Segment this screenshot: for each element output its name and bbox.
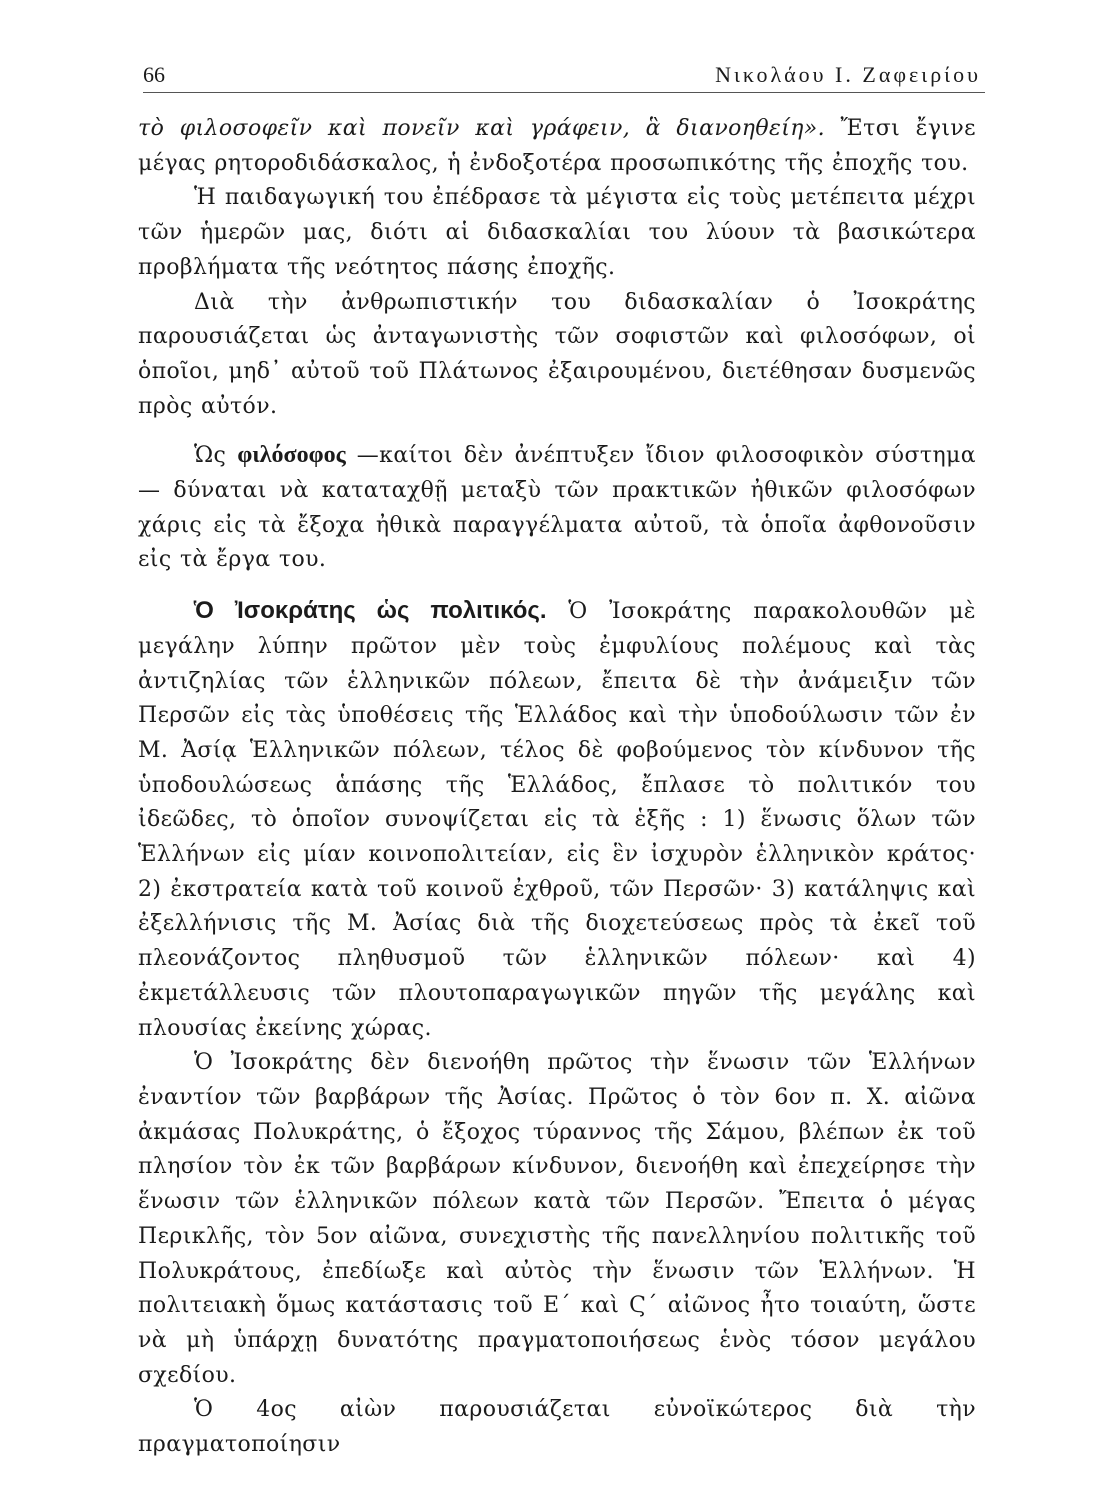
paragraph-4-prefix: Ὡς bbox=[194, 443, 227, 469]
paragraph-4-text: —καίτοι δὲν ἀνέπτυξεν ἴδιον φιλοσοφικὸν σύστημα— δύναται νὰ καταταχθῇ μεταξὺ τῶν πρακτικῶν ἠθικῶν φιλοσόφων χάρις εἰς τὰ ἔξοχα ἠθικὰ παραγγέλματα αὐτοῦ, τὰ ὁποῖα ἀφθονοῦσιν εἰς τὰ ἔργα του. bbox=[138, 443, 976, 573]
paragraph-6: Ὁ Ἰσοκράτης δὲν διενοήθη πρῶτος τὴν ἕνωσιν τῶν Ἑλλήνων ἐναντίον τῶν βαρβάρων τῆς Ἀσίας. Πρῶτος ὁ τὸν 6ον π. Χ. αἰῶνα ἀκμάσας Πολυκράτης, ὁ ἔξοχος τύραννος τῆς Σάμου, βλέπων ἐκ τοῦ πλησίον τὸν ἐκ τῶν βαρβάρων κίνδυνον, διενοήθη καὶ ἐπεχείρησε τὴν ἕνωσιν τῶν ἑλληνικῶν πόλεων κατὰ τῶν Περσῶν. Ἔπειτα ὁ μέγας Περικλῆς, τὸν 5ον αἰῶνα, συνεχιστὴς τῆς πανελληνίου πολιτικῆς τοῦ Πολυκράτους, ἐπεδίωξε καὶ αὐτὸς τὴν ἕνωσιν τῶν Ἑλλήνων. Ἡ πολιτειακὴ ὅμως κατάστασις τοῦ Ε΄ καὶ Ϛ΄ αἰῶνος ἦτο τοιαύτη, ὥστε νὰ μὴ ὑπάρχῃ δυνατότης πραγματοποιήσεως ἑνὸς τόσον μεγάλου σχεδίου. bbox=[138, 1050, 976, 1388]
section-heading-politician: Ὁ Ἰσοκράτης ὡς πολιτικός. bbox=[194, 597, 547, 625]
paragraph-2: Ἡ παιδαγωγική του ἐπέδρασε τὰ μέγιστα εἰς τοὺς μετέπειτα μέχρι τῶν ἡμερῶν μας, διότι αἱ διδασκαλίαι του λύουν τὰ βασικώτερα προβλήματα τῆς νεότητος πάσης ἐποχῆς. bbox=[138, 185, 976, 280]
paragraph-5 bbox=[138, 594, 976, 1046]
page-number: 66 bbox=[143, 62, 165, 87]
paragraph-7: Ὁ 4ος αἰὼν παρουσιάζεται εὐνοϊκώτερος διὰ τὴν πραγματοποίησιν bbox=[138, 1397, 976, 1458]
page-header bbox=[143, 58, 985, 93]
page-body bbox=[138, 112, 976, 1463]
philosopher-heading: φιλόσοφος bbox=[237, 442, 346, 469]
paragraph-1-text: Ἔτσι ἔγινε μέγας ρητοροδιδάσκαλος, ἡ ἐνδοξοτέρα προσωπικότης τῆς ἐποχῆς του. bbox=[138, 116, 976, 176]
running-head: Νικολάου Ι. Ζαφειρίου bbox=[715, 62, 981, 87]
paragraph-4 bbox=[138, 438, 976, 578]
paragraph-5-text: Ὁ Ἰσοκράτης παρακολουθῶν μὲ μεγάλην λύπην πρῶτον μὲν τοὺς ἐμφυλίους πολέμους καὶ τὰς ἀντιζηλίας τῶν ἑλληνικῶν πόλεων, ἔπειτα δὲ τὴν ἀνάμειξιν τῶν Περσῶν εἰς τὰς ὑποθέσεις τῆς Ἑλλάδος καὶ τὴν ὑποδούλωσιν τῶν ἐν Μ. Ἀσίᾳ Ἑλληνικῶν πόλεων, τέλος δὲ φοβούμενος τὸν κίνδυνον τῆς ὑποδουλώσεως ἁπάσης τῆς Ἑλλάδος, ἔπλασε τὸ πολιτικόν του ἰδεῶδες, τὸ ὁποῖον συνοψίζεται εἰς τὰ ἑξῆς : 1) ἕνωσις ὅλων τῶν Ἑλλήνων εἰς μίαν κοινοπολιτείαν, εἰς ἓν ἰσχυρὸν ἑλληνικὸν κράτος· 2) ἐκστρατεία κατὰ τοῦ κοινοῦ ἐχθροῦ, τῶν Περσῶν· 3) κατάληψις καὶ ἐξελλήνισις τῆς Μ. Ἀσίας διὰ τῆς διοχετεύσεως πρὸς τὰ ἐκεῖ τοῦ πλεονάζοντος πληθυσμοῦ τῶν ἑλληνικῶν πόλεων· καὶ 4) ἐκμετάλλευσις τῶν πλουτοπαραγωγικῶν πηγῶν τῆς μεγάλης καὶ πλουσίας ἐκείνης χώρας. bbox=[138, 599, 976, 1041]
italic-quote: τὸ φιλοσοφεῖν καὶ πονεῖν καὶ γράφειν, ἃ διανοηθείη». bbox=[138, 116, 826, 141]
paragraph-1 bbox=[138, 112, 976, 181]
paragraph-3: Διὰ τὴν ἀνθρωπιστικήν του διδασκαλίαν ὁ Ἰσοκράτης παρουσιάζεται ὡς ἀνταγωνιστὴς τῶν σοφιστῶν καὶ φιλοσόφων, οἱ ὁποῖοι, μηδ᾽ αὐτοῦ τοῦ Πλάτωνος ἐξαιρουμένου, διετέθησαν δυσμενῶς πρὸς αὐτόν. bbox=[138, 289, 976, 419]
